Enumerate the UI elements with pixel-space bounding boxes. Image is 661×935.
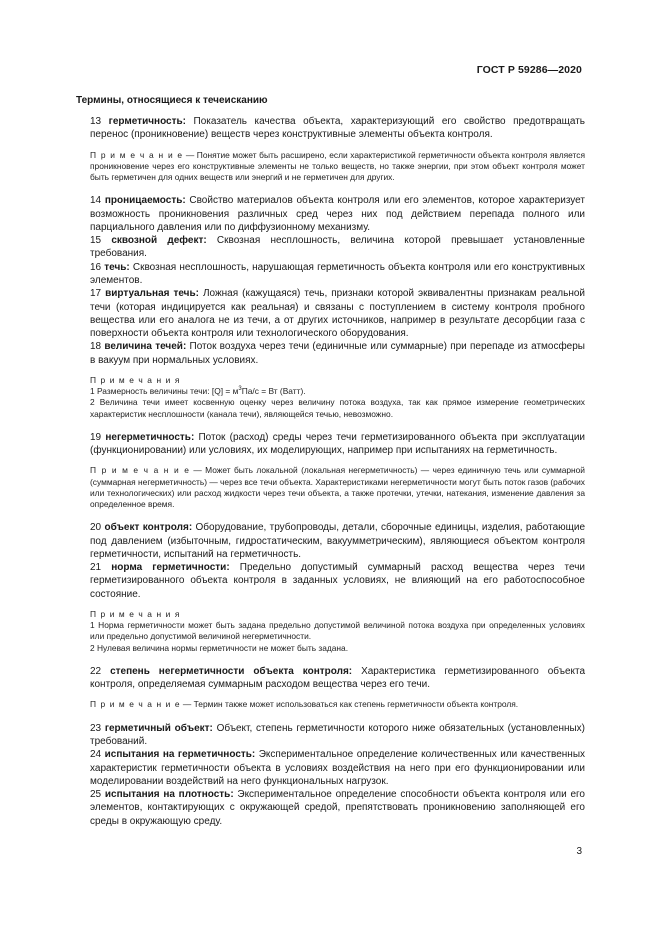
term-name: герметичность: [108,116,186,127]
term-21 [76,561,585,601]
term-definition: Экспериментальное определение способности объекта контроля или его элементов, контактирующих с окружающей средой, препятствовать проникновению заполняющей его среды в окружающую среду. [90,789,585,827]
term-definition: Показатель качества объекта, характеризующий его свойство предотвращать перенос (проникновение) веществ через конструктивные элементы объекта контроля. [90,116,585,141]
term-17 [76,287,585,340]
term-definition: Предельно допустимый суммарный расход вещества через течи герметизированного объекта контроля в заданных условиях, не влияющий на его работоспособное состояние. [90,562,586,600]
term-definition: Поток воздуха через течи (единичные или суммарные) при перепаде из атмосферы в вакуум при нормальных условиях. [90,341,585,366]
term-number: 25 [90,789,102,801]
term-name: проницаемость: [104,195,186,207]
term-name: виртуальная течь: [105,288,199,300]
page-content [76,94,585,828]
standard-number: ГОСТ Р 59286—2020 [476,64,582,76]
term-name: течь: [104,261,130,273]
note-22 [76,699,585,710]
term-definition: Характеристика герметизированного объекта контроля, определяемая суммарным расходом вещества через его течи. [90,665,586,691]
note-label: П р и м е ч а н и е [90,149,184,160]
term-number: 14 [90,195,102,207]
term-name: сквозной дефект: [111,235,207,247]
term-16 [76,261,585,288]
term-name: норма герметичности: [111,562,230,574]
term-definition: Поток (расход) среды через течи герметизированного объекта при эксплуатации (функционировании) или условиях, их моделирующих, например при испытаниях на герметичность. [90,431,585,457]
term-definition: Объект, степень герметичности которого ниже обязательных (установленных) требований. [90,722,586,747]
note-13 [76,150,585,184]
term-23 [76,722,585,749]
section-title: Термины, относящиеся к течеисканию [76,95,268,106]
term-number: 15 [90,235,102,247]
term-25 [76,788,585,828]
term-definition: Сквозная несплошность, нарушающая герметичность объекта контроля или его конструктивных элементов. [90,261,585,286]
term-19 [76,431,585,458]
term-number: 19 [90,431,102,443]
term-number: 23 [90,722,102,734]
note-label: П р и м е ч а н и е [90,699,181,710]
term-20 [76,521,585,561]
term-15 [76,234,585,261]
note-21-item-1: 1 Норма герметичности может быть задана предельно допустимой величиной потока воздуха при определенных условиях или предельно допустимой величиной негерметичности. [90,620,585,642]
term-number: 17 [90,288,102,300]
notes-18-label: П р и м е ч а н и я [90,375,181,386]
term-number: 18 [90,341,102,353]
term-name: негерметичность: [105,431,195,443]
term-number: 13 [90,116,102,127]
term-number: 24 [90,749,102,761]
page-number: 3 [576,846,582,857]
notes-21-label: П р и м е ч а н и я [90,609,181,620]
term-24 [76,748,585,788]
term-definition: Ложная (кажущаяся) течь, признаки которой эквивалентны признакам реальной течи (которая индицируется как реальная) и связаны с поступлением в систему контроля пробного вещества или его аналога не из течи, а от других источников, например в результате десорбции газа с поверхности объекта контроля или технологического оборудования. [90,288,586,340]
note-label: П р и м е ч а н и е [90,465,191,476]
term-name: испытания на плотность: [104,789,234,801]
term-22 [76,665,585,692]
term-definition: Свойство материалов объекта контроля или его элементов, которое характеризует возможность проникновения различных сред через них под действием перепада полного или парциального давления или по диффузионному механизму. [90,195,585,233]
term-number: 22 [90,665,102,677]
note-text: — Термин также может использоваться как степень герметичности объекта контроля. [180,699,519,710]
term-definition: Оборудование, трубопроводы, детали, сборочные единицы, изделия, работающие под давлением (избыточным, гидростатическим, вакуумметрическим), являющиеся объектом контроля герметичности, испытаний на герметичность. [90,522,585,560]
term-14 [76,194,585,234]
term-name: испытания на герметичность: [104,749,256,761]
term-name: величина течей: [104,341,187,353]
term-name: степень негерметичности объекта контроля: [110,665,353,677]
note-18-item-1: 1 Размерность величины течи: $[Q] = м^3Па/с$ = Вт (Ватт). [90,386,306,397]
note-text: — Понятие может быть расширено, если характеристикой герметичности объекта контроля является проникновение через его конструктивные элементы не только веществ, но также энергии, при этом объект контроля может быть герметичен для одних веществ или энергий и не герметичен для других. [90,149,585,182]
note-18-item-2: 2 Величина течи имеет косвенную оценку через величину потока воздуха, так как прямое измерение геометрических характеристик несплошности (канала течи), являющейся течью, невозможно. [90,397,585,419]
term-name: герметичный объект: [104,722,213,734]
term-number: 21 [90,562,102,574]
note-19 [76,465,585,510]
note-21-item-2: 2 Нулевая величина нормы герметичности не может быть задана. [90,642,349,653]
term-number: 20 [90,522,102,534]
term-definition: Экспериментальное определение количественных или качественных характеристик герметичности объекта в условиях воздействия на него при его функционировании или моделировании воздействий на него функциональных нагрузок. [90,749,586,787]
term-number: 16 [90,261,102,273]
term-definition: Сквозная несплошность, величина которой превышает установленные требования. [90,235,585,260]
note-text: — Может быть локальной (локальная негерметичность) — через единичную течь или суммарной (суммарная негерметичность) — через все течи объекта. Характеристиками негерметичности могут быть поток газов (рабочих или технологических) или расход жидкости через течи объекта, а также протечки, утечки, натекания, изменение давления за определенное время. [90,465,585,510]
term-13 [76,115,585,142]
term-name: объект контроля: [104,522,193,534]
term-18 [76,340,585,367]
